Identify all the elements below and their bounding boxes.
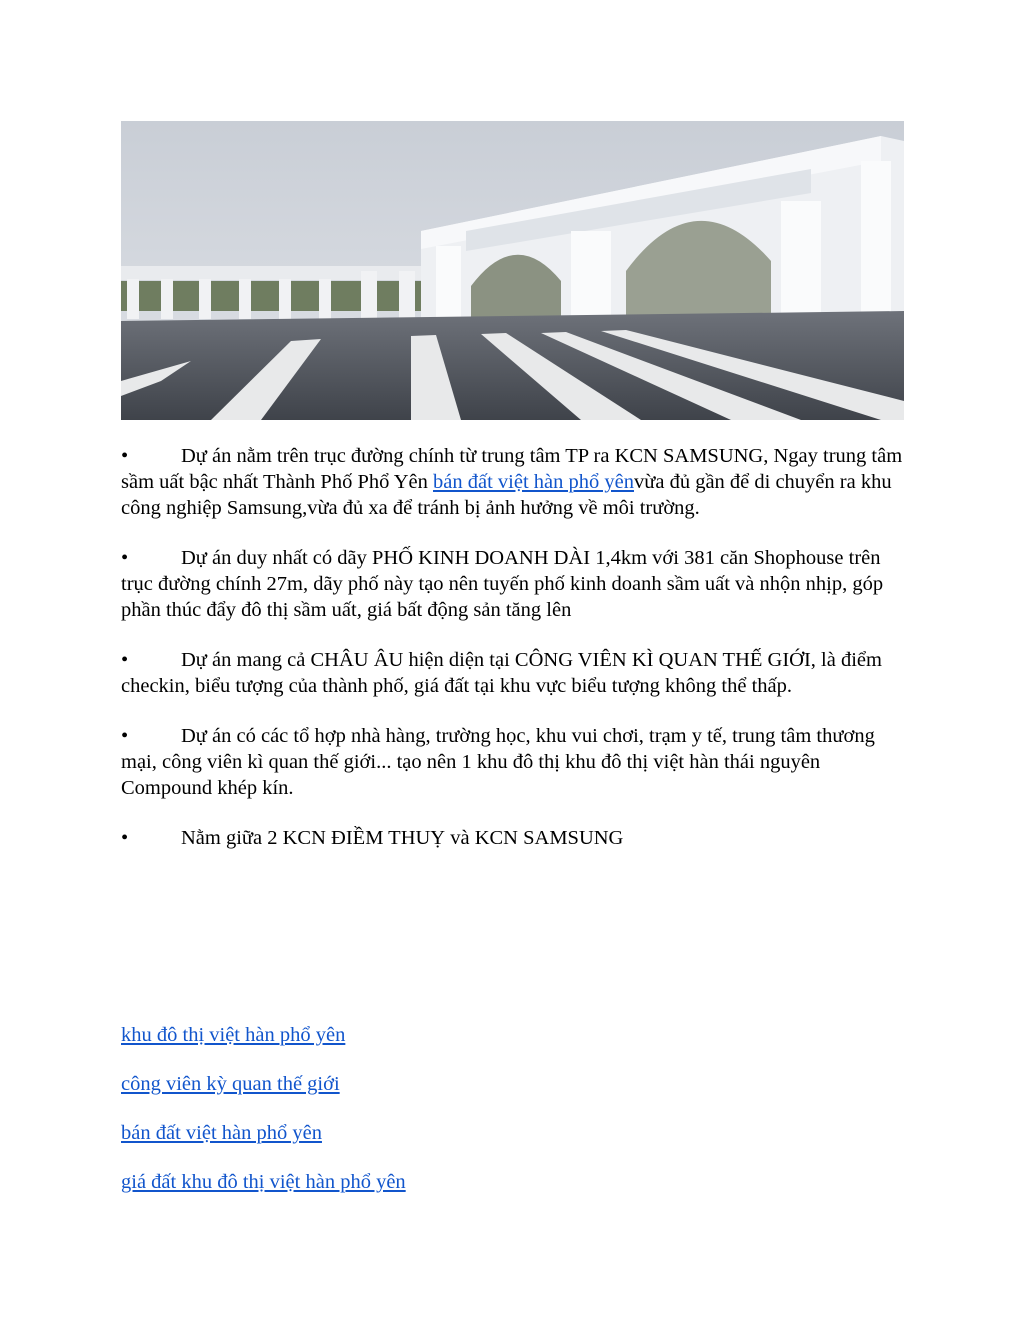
bullet-item xyxy=(121,443,911,521)
gateway-photo xyxy=(121,121,904,420)
bullet-marker: • xyxy=(121,547,129,569)
gateway-illustration xyxy=(121,121,904,420)
link-cong-vien[interactable]: công viên kỳ quan thế giới xyxy=(121,1073,340,1095)
inline-link-ban-dat[interactable]: bán đất việt hàn phổ yên xyxy=(433,471,634,493)
bullet-text-continued: vừa đủ gần để di chuyển ra khu công nghiệp Samsung,vừa đủ xa để tránh bị ảnh hưởng về môi trường. xyxy=(121,471,892,519)
bullet-item xyxy=(121,545,911,623)
bullet-marker: • xyxy=(121,649,129,671)
bullet-text: Dự án nằm trên trục đường chính từ trung tâm TP ra KCN SAMSUNG, Ngay trung tâm sầm uất bậc nhất Thành Phố Phổ Yên xyxy=(121,445,903,493)
bullet-marker: • xyxy=(121,445,129,467)
bullet-item xyxy=(121,647,911,699)
bullet-text: Dự án mang cả CHÂU ÂU hiện diện tại CÔNG VIÊN KÌ QUAN THẾ GIỚI, là điểm checkin, biểu tượng của thành phố, giá đất tại khu vực biểu tượng không thể thấp. xyxy=(121,649,882,697)
link-ban-dat[interactable]: bán đất việt hàn phổ yên xyxy=(121,1122,322,1144)
bullet-marker: • xyxy=(121,827,129,849)
bullet-item xyxy=(121,723,911,801)
bullet-list xyxy=(121,443,911,875)
footer-links xyxy=(121,1022,821,1218)
bullet-item xyxy=(121,825,911,851)
bullet-marker: • xyxy=(121,725,129,747)
bullet-text: Nằm giữa 2 KCN ĐIỀM THUỴ và KCN SAMSUNG xyxy=(181,827,624,849)
bullet-text: Dự án có các tổ hợp nhà hàng, trường học, khu vui chơi, trạm y tế, trung tâm thương mại, công viên kì quan thế giới... tạo nên 1 khu đô thị khu đô thị việt hàn thái nguyên Compound khép kín. xyxy=(121,725,875,799)
bullet-text: Dự án duy nhất có dãy PHỐ KINH DOANH DÀI 1,4km với 381 căn Shophouse trên trục đường chính 27m, dãy phố này tạo nên tuyến phố kinh doanh sầm uất và nhộn nhịp, góp phần thúc đẩy đô thị sầm uất, giá bất động sản tăng lên xyxy=(121,547,884,621)
link-gia-dat[interactable]: giá đất khu đô thị việt hàn phổ yên xyxy=(121,1171,406,1193)
link-khu-do-thi[interactable]: khu đô thị việt hàn phổ yên xyxy=(121,1024,346,1046)
